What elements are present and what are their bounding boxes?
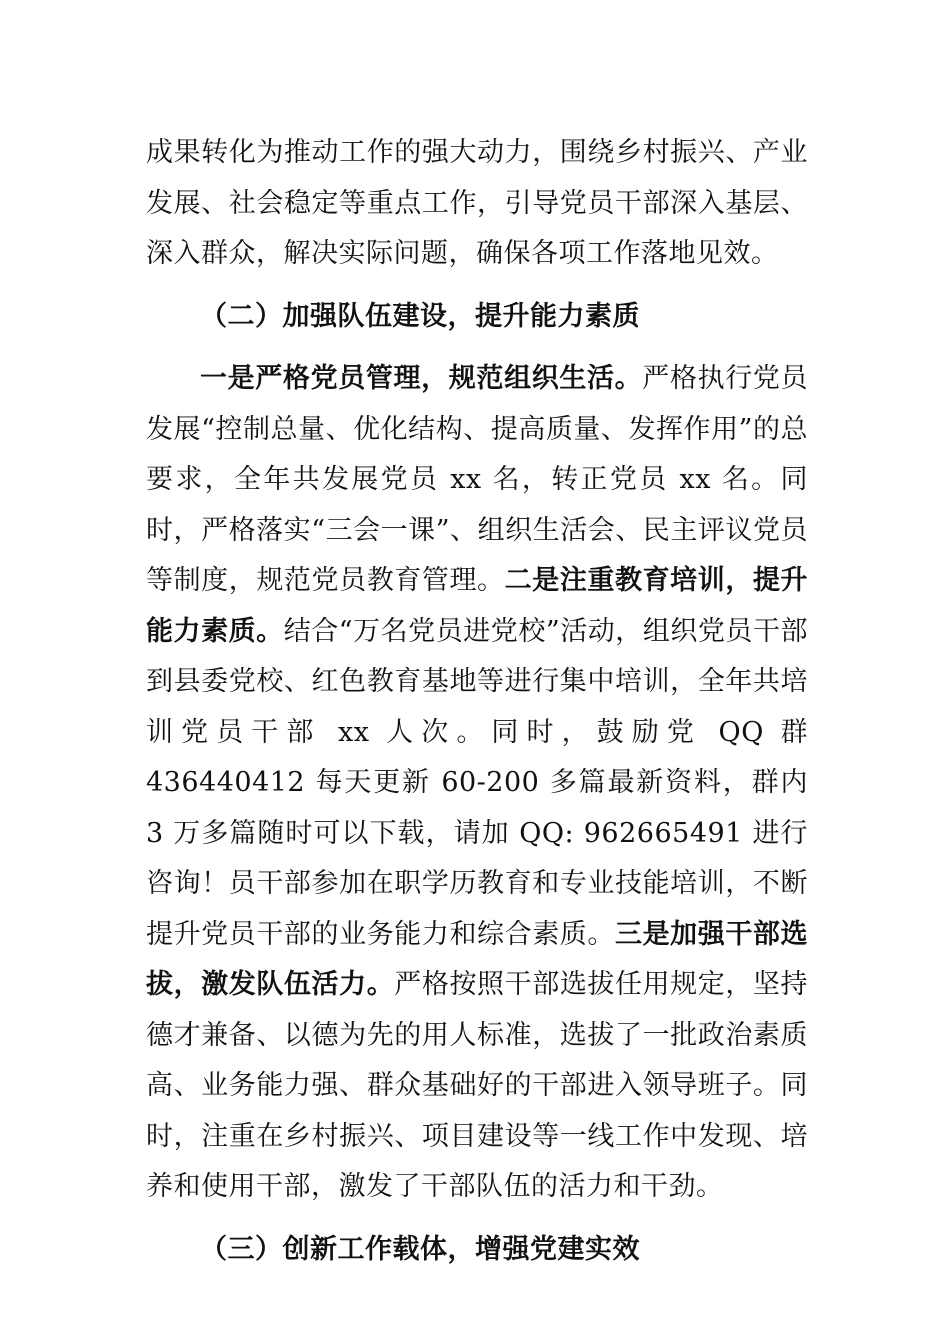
section-heading-3: （三）创新工作载体，增强党建实效 (200, 1233, 640, 1265)
lead-phrase-3: 三是加强干部选拔，激发队伍活力。 (146, 918, 809, 1000)
paragraph-text-2: 结合“万名党员进党校”活动，组织党员干部到县委党校、红色教育基地等进行集中培训，全年共培训党员干部 xx 人次。同时，鼓励党 QQ 群 436440412 每天更新 60-200 多篇最新资料，群内 3 万多篇随时可以下载，请加 QQ: 962665491 进行咨询！员干部参加在职学历教育和专业技能培训，不断提升党员干部的业务能力和综合素质。 (146, 615, 808, 950)
paragraph-continued: 成果转化为推动工作的强大动力，围绕乡村振兴、产业发展、社会稳定等重点工作，引导党员干部深入基层、深入群众，解决实际问题，确保各项工作落地见效。 (146, 137, 808, 269)
paragraph-team-building (146, 354, 808, 1213)
document-body (146, 128, 808, 1275)
paragraph-text-3: 严格按照干部选拔任用规定，坚持德才兼备、以德为先的用人标准，选拔了一批政治素质高、业务能力强、群众基础好的干部进入领导班子。同时，注重在乡村振兴、项目建设等一线工作中发现、培养和使用干部，激发了干部队伍的活力和干劲。 (146, 969, 809, 1202)
paragraph-text-1: 严格执行党员发展“控制总量、优化结构、提高质量、发挥作用”的总要求，全年共发展党员 xx 名，转正党员 xx 名。同时，严格落实“三会一课”、组织生活会、民主评议党员等制度，规范党员教育管理。 (146, 363, 809, 596)
lead-phrase-1: 一是严格党员管理，规范组织生活。 (200, 363, 643, 394)
section-heading-2: （二）加强队伍建设，提升能力素质 (200, 300, 640, 332)
lead-phrase-2: 二是注重教育培训，提升能力素质。 (146, 565, 809, 647)
